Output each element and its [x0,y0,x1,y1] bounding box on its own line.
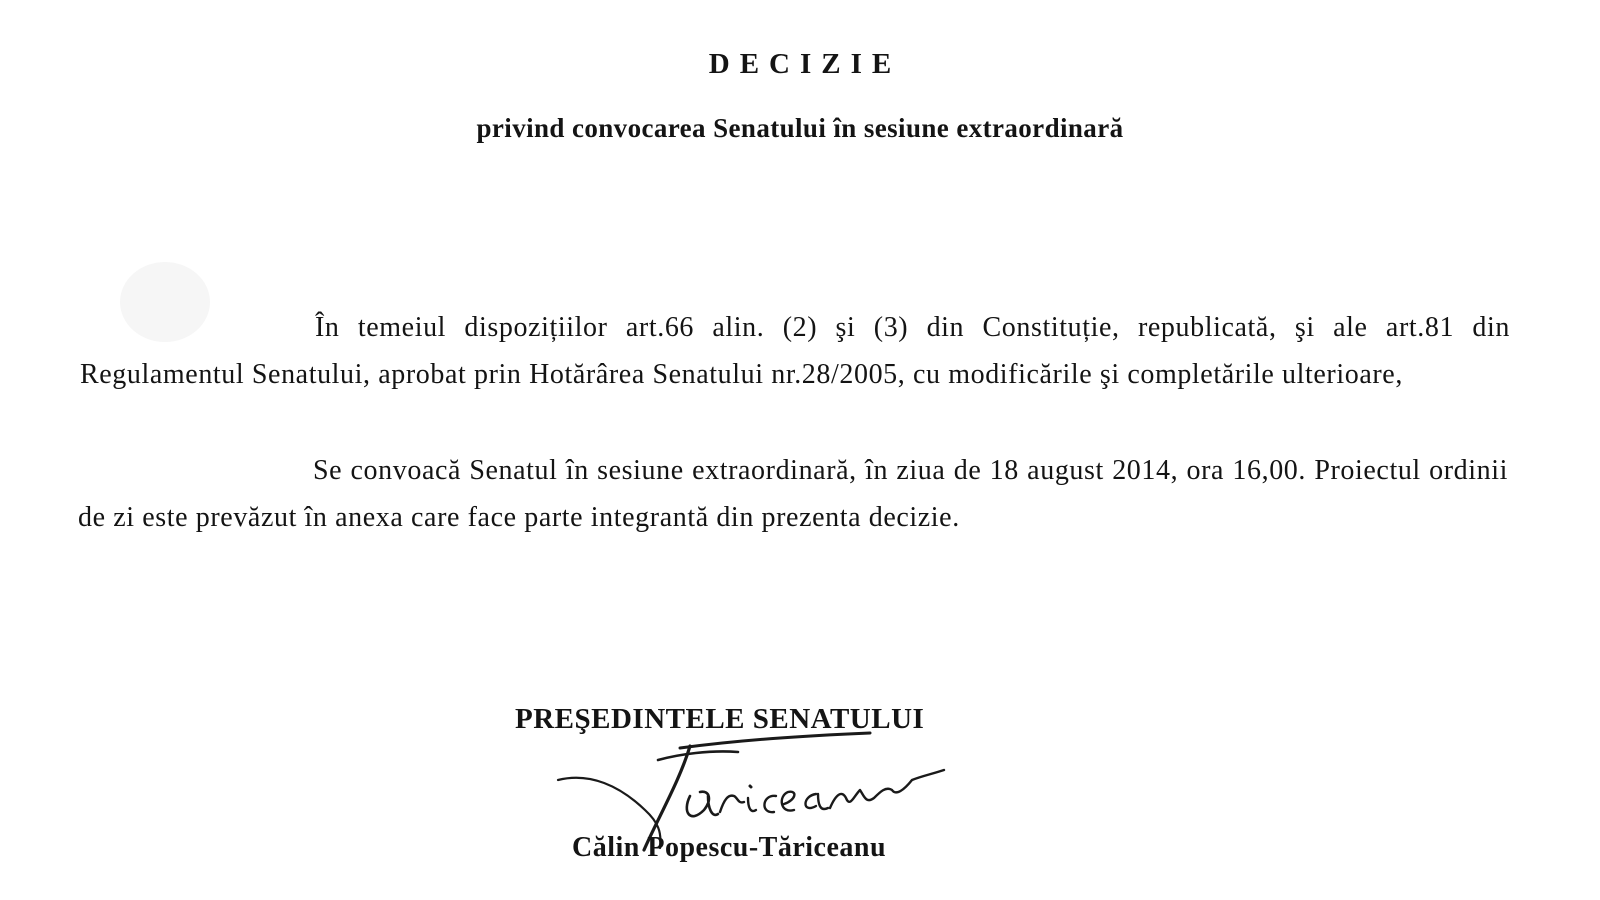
paragraph-legal-basis: În temeiul dispozițiilor art.66 alin. (2) şi (3) din Constituție, republicată, şi ale art.81 din Regulamentul Senatului, aprobat prin Hotărârea Senatului nr.28/2005, cu modificările şi completările ulterioare, [80,312,1510,390]
paragraph-convocation: Se convoacă Senatul în sesiune extraordinară, în ziua de 18 august 2014, ora 16,00. Proiectul ordinii de zi este prevăzut în anexa care face parte integrantă din prezenta decizie. [78,455,1508,533]
document-subtitle: privind convocarea Senatului în sesiune extraordinară [476,113,1124,143]
signatory-name: Călin Popescu-Tăriceanu [572,832,887,863]
document-title: DECIZIE [708,48,902,80]
signatory-title: PREŞEDINTELE SENATULUI [515,703,925,735]
